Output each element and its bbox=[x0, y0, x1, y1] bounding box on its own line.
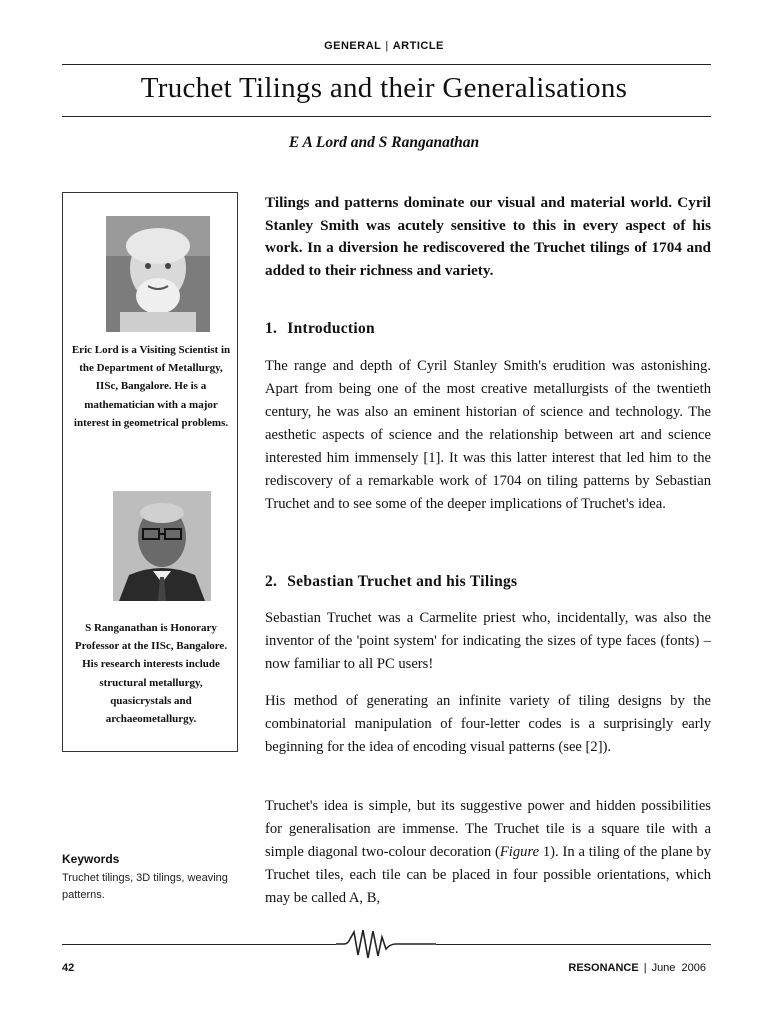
footer-rule-left bbox=[62, 944, 336, 945]
paragraph-intro: The range and depth of Cyril Stanley Smith's erudition was astonishing. Apart from being one of the most creative metallurgists of the twentieth century, he was also an eminent historian of science and technology. The aesthetic aspects of science and the relationship between art and science interested him immensely [1]. It was this latter interest that led him to the rediscovery of a remarkable work of 1704 on tiling patterns by Sebastian Truchet and to see some of the deeper implications of Truchet's idea. bbox=[265, 358, 711, 512]
author-sidebar bbox=[62, 192, 238, 752]
bio-ranganathan: S Ranganathan is Honorary Professor at the IISc, Bangalore. His research interests include structural metallurgy, quasicrystals and archaeometallurgy. bbox=[74, 622, 228, 726]
journal-name: RESONANCE bbox=[568, 962, 639, 974]
header-section: GENERAL bbox=[324, 40, 382, 52]
paragraph-truchet-1: Sebastian Truchet was a Carmelite priest who, incidentally, was also the inventor of the 'point system' for indicating the sizes of type faces (fonts) – now familiar to all PC users! bbox=[265, 610, 711, 672]
header-type: ARTICLE bbox=[392, 40, 444, 52]
page-number: 42 bbox=[62, 962, 75, 974]
section-title: Sebastian Truchet and his Tilings bbox=[287, 573, 518, 590]
paragraph-truchet-3 bbox=[265, 795, 711, 910]
abstract: Tilings and patterns dominate our visual and material world. Cyril Stanley Smith was acutely sensitive to this in every aspect of his work. In a diversion he rediscovered the Truchet tilings of 1704 and added to their richness and variety. bbox=[265, 194, 711, 279]
figure-reference: Figure bbox=[499, 844, 540, 860]
top-rule bbox=[62, 64, 711, 65]
paragraph-text: 1). In a tiling of the plane by Truchet tiles, each tile can be placed in four possible orientations, which may be called A, B, bbox=[265, 844, 711, 906]
keywords-heading: Keywords bbox=[62, 852, 120, 866]
article-title: Truchet Tilings and their Generalisations bbox=[140, 72, 628, 104]
author-photo-ranganathan bbox=[113, 491, 211, 601]
section-number: 1. bbox=[265, 320, 278, 337]
section-number: 2. bbox=[265, 573, 278, 590]
paragraph-text: Truchet's idea is simple, but its suggestive power and hidden possibilities for generalisation are immense. The Truchet tile is a square tile with a simple diagonal two-colour decoration ( bbox=[265, 798, 711, 860]
resonance-wave-icon bbox=[336, 927, 436, 961]
authors: E A Lord and S Ranganathan bbox=[288, 134, 480, 151]
footer-rule-right bbox=[436, 944, 711, 945]
section-heading-truchet bbox=[265, 573, 711, 591]
section-heading-introduction bbox=[265, 320, 711, 338]
author-photo-lord bbox=[106, 216, 210, 332]
paragraph-truchet-2: His method of generating an infinite variety of tiling designs by the combinatorial manipulation of four-letter codes is a surprisingly early beginning for the idea of encoding visual patterns (see [2]). bbox=[265, 693, 711, 755]
journal-footer bbox=[568, 962, 706, 974]
keywords-text: Truchet tilings, 3D tilings, weaving patterns. bbox=[62, 872, 228, 901]
running-header bbox=[0, 40, 768, 52]
bio-lord: Eric Lord is a Visiting Scientist in the Department of Metallurgy, IISc, Bangalore. He is a mathematician with a major interest in geometrical problems. bbox=[71, 344, 231, 429]
issue-date: June 2006 bbox=[651, 962, 706, 974]
title-rule bbox=[62, 116, 711, 117]
footer-separator: | bbox=[643, 962, 647, 974]
header-separator: | bbox=[385, 40, 389, 52]
section-title: Introduction bbox=[287, 320, 375, 337]
